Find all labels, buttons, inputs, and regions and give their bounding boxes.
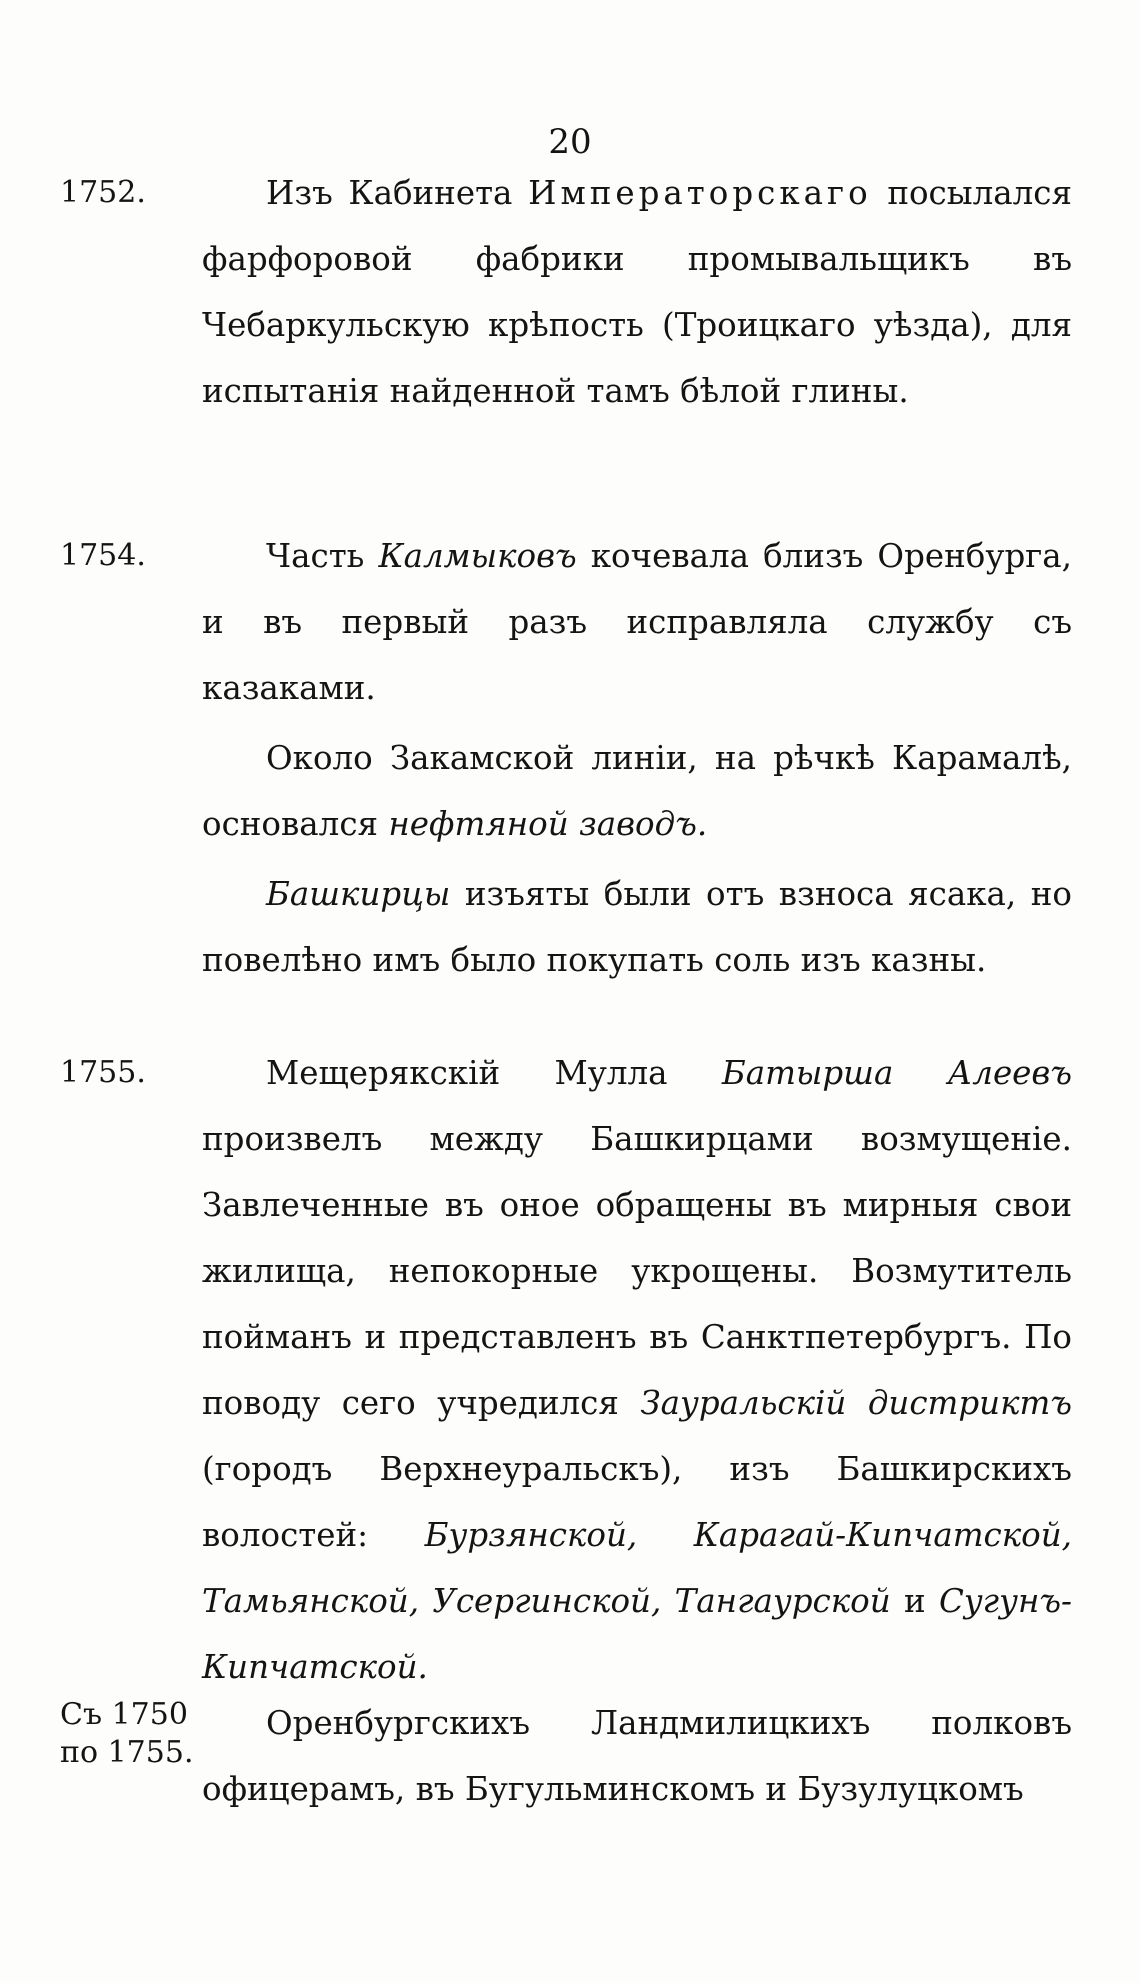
entry-paragraph [202, 1040, 1072, 1700]
italic-run: нефтяной заводъ. [388, 805, 708, 843]
entry-paragraph [202, 1690, 1072, 1822]
small-caps-run: Императорскаго [528, 174, 872, 212]
entry-body [202, 1040, 1072, 1700]
text-run: кочевала близъ Оренбурга, и въ первый разъ исправляла службу съ казаками. [202, 537, 1072, 707]
text-run: посылался фарфоровой фабрики промывальщикъ въ Чебаркульскую крѣпость (Троицкаго уѣзда), для испытанія найденной тамъ бѣлой глины. [202, 174, 1072, 410]
page-number: 20 [548, 122, 592, 162]
entry-paragraph [202, 725, 1072, 857]
entry-paragraph [202, 861, 1072, 993]
entry-year: 1752. [60, 175, 146, 210]
entry-body [202, 1690, 1072, 1822]
year-range-end: по 1755. [60, 1735, 194, 1770]
text-run: Мещерякскій Мулла [266, 1054, 722, 1092]
text-run: и [890, 1582, 939, 1620]
italic-run: Калмыковъ [378, 537, 577, 575]
entry-year-range [60, 1696, 220, 1772]
entry-body [202, 523, 1072, 993]
entry-year: 1754. [60, 538, 146, 573]
text-run: (городъ Верхнеуральскъ), изъ Башкирскихъ волостей: [202, 1450, 1072, 1554]
italic-run: Зауральскій дистриктъ [640, 1384, 1072, 1422]
year-range-start: Съ 1750 [60, 1697, 188, 1732]
text-run: Около Закамской линіи, на рѣчкѣ Карамалѣ, основался [202, 739, 1072, 843]
entry-paragraph [202, 523, 1072, 721]
entry-body [202, 160, 1072, 424]
text-run: произвелъ между Башкирцами возмущеніе. Завлеченные въ оное обращены въ мирныя свои жилища, непокорные укрощены. Возмутитель пойманъ и представленъ въ Санктпетербургъ. По поводу сего учредился [202, 1120, 1072, 1422]
text-run: изъяты были отъ взноса ясака, но повелѣно имъ было покупать соль изъ казны. [202, 875, 1072, 979]
italic-run: Сугунъ-Кипчатской. [202, 1582, 1072, 1686]
italic-run: Бурзянской, Карагай-Кипчатской, Тамьянской, Усергинской, Тангаурской [202, 1516, 1072, 1620]
text-run: Изъ Кабинета [266, 174, 529, 212]
entry-year: 1755. [60, 1055, 146, 1090]
text-run: Часть [266, 537, 379, 575]
italic-run: Башкирцы [266, 875, 451, 913]
text-run: Оренбургскихъ Ландмилицкихъ полковъ офицерамъ, въ Бугульминскомъ и Бузулуцкомъ [202, 1704, 1072, 1808]
italic-run: Батырша Алеевъ [721, 1054, 1072, 1092]
entry-paragraph [202, 160, 1072, 424]
